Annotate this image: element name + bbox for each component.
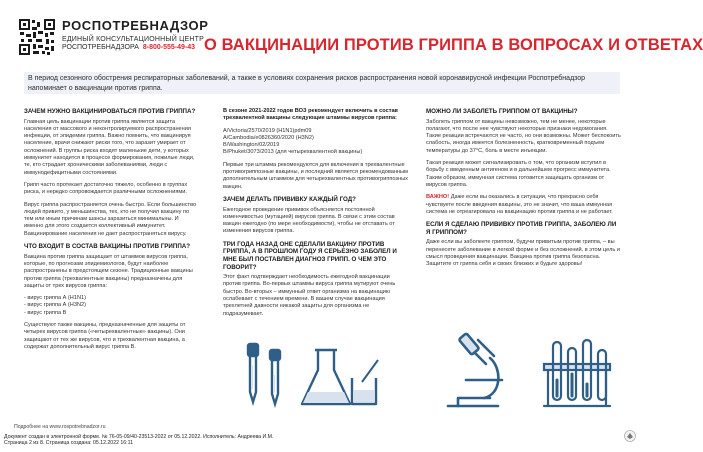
beaker-icon bbox=[352, 360, 378, 404]
list-item: A/Victoria/2570/2019 (H1N1)pdm09 bbox=[223, 127, 312, 134]
answer-paragraph: Ежегодное проведение прививок объясняется постоянной изменчивостью (мутацией) вирусов гриппа. В связи с этим состав вакцин ежегодно (по мере необходимости), чтобы не отставать от изменения вирусов гриппа. bbox=[223, 206, 395, 235]
question-heading: ТРИ ГОДА НАЗАД ОНЕ СДЕЛАЛИ ВАКЦИНУ ПРОТИВ ГРИППА, А В ПРОШЛОМ ГОДУ Я СЕРЬЕЗНО ЗАБОЛЕЛ И МНЕ БЫЛ ПОСТАВЛЕН ДИАГНОЗ ГРИПП. О ЧЕМ ЭТО ГОВОРИТ? bbox=[223, 240, 397, 271]
emblem-icon bbox=[624, 430, 636, 442]
column-2 bbox=[223, 108, 409, 323]
answer-paragraph: Вакцина против гриппа защищает от штаммов вирусов гриппа, которые, по прогнозам эпидемиологов, будут наиболее распространены в предстоящем сезоне. Традиционные вакцины против гриппа (трехвалентные вакцины) предназначены для защиты от трех вирусов гриппа: bbox=[24, 253, 193, 289]
document-meta bbox=[4, 434, 636, 447]
organization-short-name: РОСПОТРЕБНАДЗОРА bbox=[62, 44, 139, 51]
answer-paragraph: Главная цель вакцинации против гриппа является защита населения от массового и неконтролируемого распространения инфекции, от эпидемии гриппа. Важно помнить, что вакцинируя население, врачи снижают риски того, что заразит умирает от осложнений. В группы риска входят маленькие дети, у которых иммунитет находится в процессе формирования, пожилые люди, те, кто страдает хроническими заболеваниями, люди с иммунодефицитными состояниями. bbox=[24, 118, 195, 176]
column-1 bbox=[24, 108, 198, 356]
answer-paragraph: Заболеть гриппом от вакцины невозможно, тем не менее, некоторые полагают, что после нее чувствуют некоторые признаки недомогания. Такие реакции встречаются не часто, но они возможны. Может беспокоить слабость, иногда имеется болезненность, кратковременный подъем температуры до 37°C, боль в месте инъекции. bbox=[426, 118, 621, 154]
organization-name: РОСПОТРЕБНАДЗОР bbox=[62, 18, 209, 33]
question-heading: ЧТО ВХОДИТ В СОСТАВ ВАКЦИНЫ ПРОТИВ ГРИППА? bbox=[24, 243, 191, 251]
answer-paragraph: Такая реакция может сигнализировать о том, что организм вступил в борьбу с введенным антигеном и в дальнейшем прогресс иммунитета. Таким образом, иммунная система готовится защищать организм от вирусов гриппа. bbox=[426, 160, 611, 188]
organization-block bbox=[62, 18, 209, 51]
consulting-center-label: ЕДИНЫЙ КОНСУЛЬТАЦИОННЫЙ ЦЕНТР bbox=[62, 36, 204, 43]
test-tube-rack-icon bbox=[544, 340, 610, 406]
intro-paragraph: В период сезонного обострения респираторных заболеваний, а также в условиях сохранения рисков распространения новой коронавирусной инфекции Роспотребнадзор напоминает о вакцинации против гриппа. bbox=[24, 72, 620, 94]
dropper-icon bbox=[270, 350, 280, 404]
qr-code-icon bbox=[18, 18, 56, 56]
laboratory-illustration bbox=[202, 310, 622, 422]
list-item: B/Washington/02/2019 bbox=[223, 142, 280, 149]
question-heading: ЗАЧЕМ ДЕЛАТЬ ПРИВИВКУ КАЖДЫЙ ГОД? bbox=[223, 195, 356, 203]
virus-list bbox=[24, 295, 198, 317]
pipette-icon bbox=[248, 344, 258, 402]
warning-text: Даже если вы оказались в ситуации, что прекрасно себя чувствуете после введения вакцины, это не значит, что ваша иммунная система не отреагировала на вакцинацию против гриппа и не работает. bbox=[426, 194, 613, 215]
header bbox=[18, 14, 703, 70]
column-3 bbox=[426, 108, 622, 274]
microscope-icon bbox=[448, 333, 502, 406]
warning-label: ВАЖНО! bbox=[426, 194, 450, 201]
source-link[interactable]: Подробнее на www.rospotrebnadzor.ru bbox=[14, 424, 106, 430]
organization-contact bbox=[62, 44, 209, 51]
strain-list bbox=[223, 128, 409, 157]
answer-paragraph: Первые три штамма рекомендуются для включения в трехвалентные противогриппозные вакцины, и последний является рекомендованным дополнительным штаммом для четырехвалентных противогриппозных вакцин. bbox=[223, 161, 408, 190]
flask-icon bbox=[302, 350, 350, 404]
answer-paragraph: Даже если вы заболеете гриппом, будучи привитым против гриппа, – вы перенесете заболевание в легкой форме и без осложнений, в этом цель и смысл проведения вакцинации. Вакцина против гриппа безопасна. Защитите от гриппа себя и своих близких и будьте здоровы! bbox=[426, 239, 620, 268]
question-heading: ЕСЛИ Я СДЕЛАЮ ПРИВИВКУ ПРОТИВ ГРИППА, ЗАБОЛЕЮ ЛИ Я ГРИППОМ? bbox=[426, 221, 617, 236]
warning-paragraph bbox=[426, 194, 622, 216]
document-meta-line: Документ создан в электронной форме. № 76-05-09/40-23513-2022 от 05.12.2022. Исполнитель: Андреева И.М. bbox=[4, 434, 274, 440]
hotline-phone: 8-800-555-49-43 bbox=[142, 44, 196, 51]
question-heading: МОЖНО ЛИ ЗАБОЛЕТЬ ГРИППОМ ОТ ВАКЦИНЫ? bbox=[426, 108, 578, 115]
document-meta-line: Страница 2 из 8. Страница создана: 05.12.2022 16:11 bbox=[4, 440, 134, 447]
list-item: - вирус гриппа В bbox=[24, 309, 67, 316]
answer-paragraph: Этот факт подтверждает необходимость ежегодной вакцинации против гриппа. Во-первых штаммы вируса гриппа мутируют очень быстро. Во-вторых – иммунный ответ организма на вакцинацию ослабевает с течением времени. В вашем случае вакцинация трехлетней давности никакой защиты для организма не подразумевает. bbox=[223, 274, 396, 317]
list-item: B/Phuket/3073/2013 (для четырехвалентной вакцины) bbox=[223, 149, 363, 156]
answer-paragraph: Существуют также вакцины, предназначенные для защиты от четырех вирусов гриппа («четырехвалентные» вакцины). Они защищают от тех же вирусов, что и трехвалентная вакцина, а содержат дополнительный вирус гриппа В. bbox=[24, 322, 186, 350]
footer bbox=[4, 424, 636, 447]
list-item: - вирус гриппа А (H3N2) bbox=[24, 302, 86, 309]
answer-paragraph: Грипп часто протекает достаточно тяжело, особенно в группах риска, и нередко сопровождается различными осложнениями. bbox=[24, 181, 188, 196]
answer-paragraph: Вирус гриппа распространяется очень быстро. Если большинство людей привито, у меньшинства, тех, кто не получил вакцину по тем или иным причинам шансы заразиться минимальны. И именно для этого создается коллективный иммунитет. Вакцинирование населения не дает распространяться вирусу. bbox=[24, 201, 197, 237]
question-heading: ЗАЧЕМ НУЖНО ВАКЦИНИРОВАТЬСЯ ПРОТИВ ГРИППА? bbox=[24, 108, 196, 115]
list-item: - вирус гриппа А (H1N1) bbox=[24, 295, 86, 302]
page-title: О ВАКЦИНАЦИИ ПРОТИВ ГРИППА В ВОПРОСАХ И ОТВЕТАХ bbox=[204, 36, 703, 54]
list-item: A/Cambodia/e0826360/2020 (H3N2) bbox=[223, 134, 314, 141]
lead-paragraph: В сезоне 2021-2022 годов ВОЗ рекомендует включить в состав трехвалентной вакцины следующие штаммы вирусов гриппа: bbox=[223, 108, 398, 122]
